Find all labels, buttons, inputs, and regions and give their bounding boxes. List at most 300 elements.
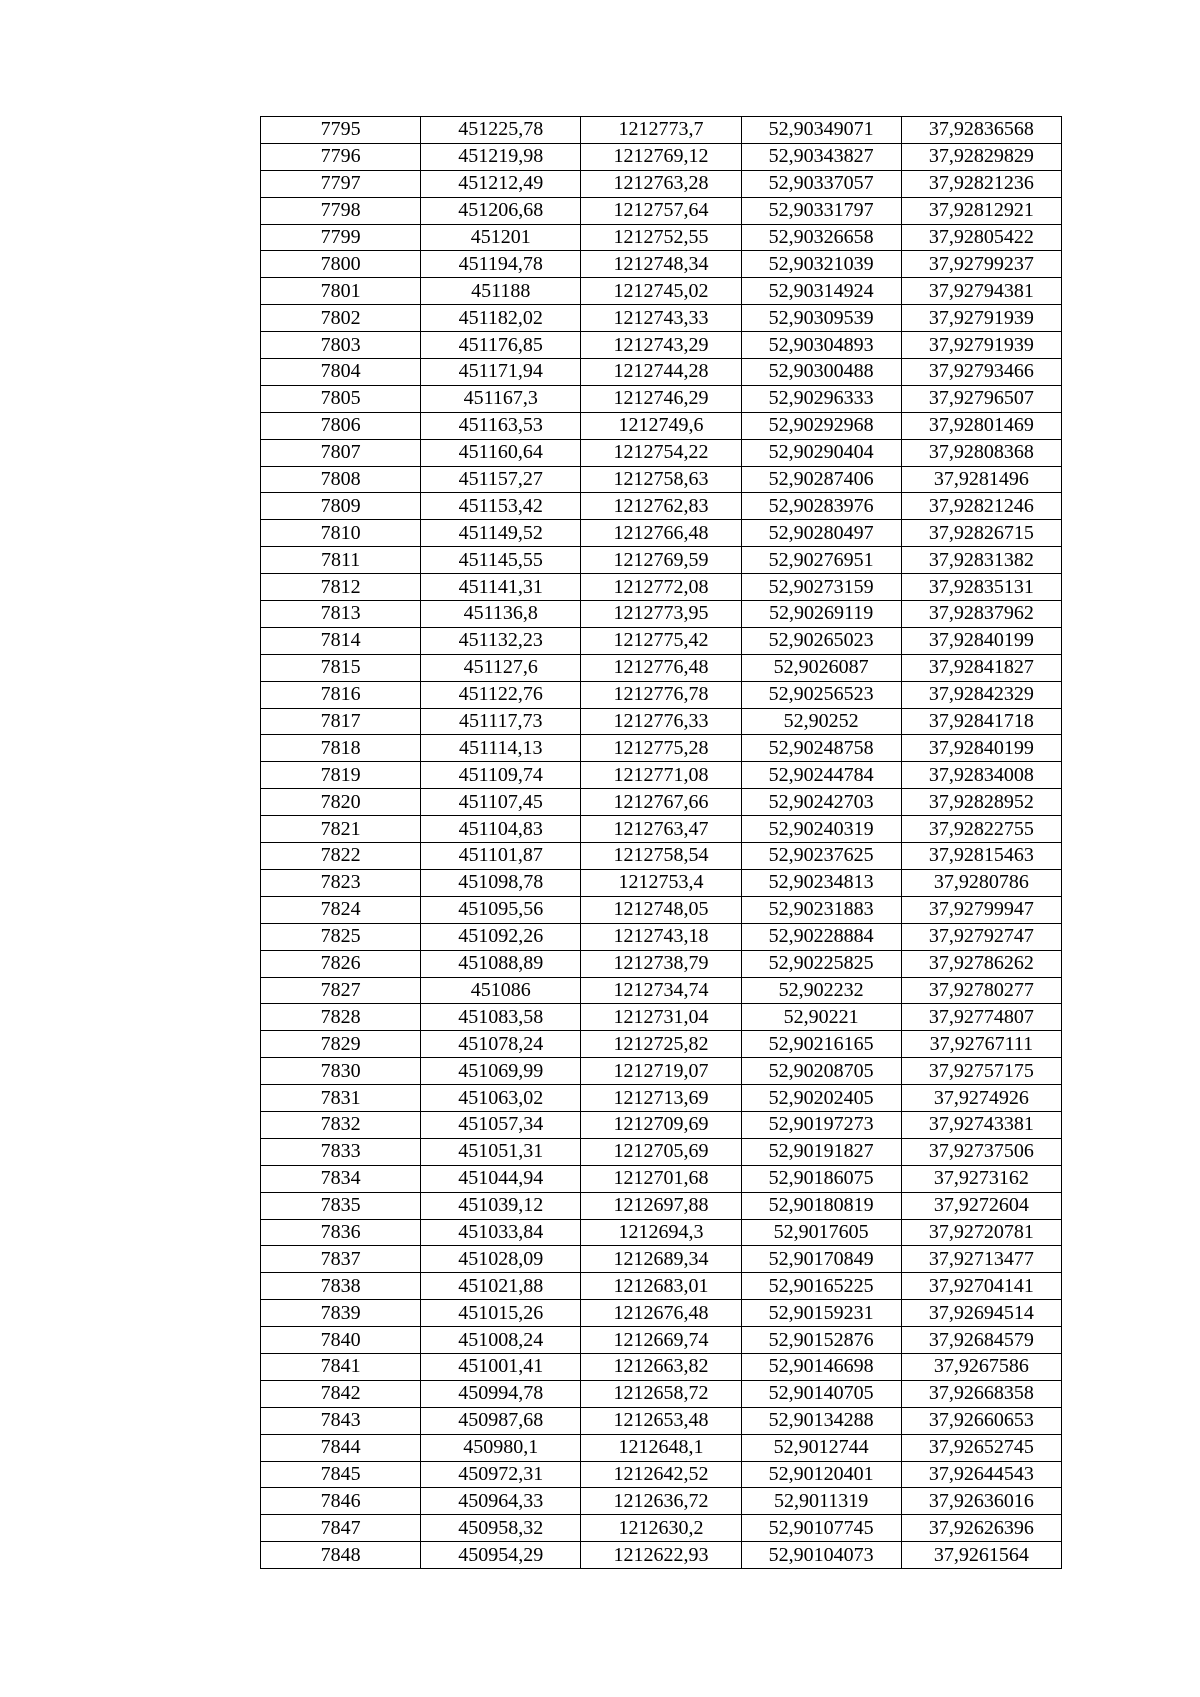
table-row [261, 869, 1062, 896]
latitude-cell: 52,90283976 [741, 493, 901, 520]
latitude-cell: 52,90237625 [741, 843, 901, 870]
point-number-cell: 7807 [261, 439, 421, 466]
x-coordinate-cell: 451153,42 [421, 493, 581, 520]
y-coordinate-cell: 1212748,34 [581, 251, 741, 278]
y-coordinate-cell: 1212776,78 [581, 681, 741, 708]
table-row [261, 1138, 1062, 1165]
point-number-cell: 7812 [261, 574, 421, 601]
point-number-cell: 7829 [261, 1031, 421, 1058]
y-coordinate-cell: 1212663,82 [581, 1353, 741, 1380]
x-coordinate-cell: 450964,33 [421, 1488, 581, 1515]
y-coordinate-cell: 1212694,3 [581, 1219, 741, 1246]
x-coordinate-cell: 451182,02 [421, 305, 581, 332]
table-row [261, 601, 1062, 628]
latitude-cell: 52,90134288 [741, 1407, 901, 1434]
x-coordinate-cell: 450994,78 [421, 1380, 581, 1407]
latitude-cell: 52,90197273 [741, 1111, 901, 1138]
longitude-cell: 37,92842329 [901, 681, 1061, 708]
y-coordinate-cell: 1212743,29 [581, 332, 741, 359]
y-coordinate-cell: 1212767,66 [581, 789, 741, 816]
longitude-cell: 37,9272604 [901, 1192, 1061, 1219]
point-number-cell: 7835 [261, 1192, 421, 1219]
table-row [261, 843, 1062, 870]
x-coordinate-cell: 451160,64 [421, 439, 581, 466]
point-number-cell: 7800 [261, 251, 421, 278]
longitude-cell: 37,92791939 [901, 332, 1061, 359]
latitude-cell: 52,9026087 [741, 654, 901, 681]
point-number-cell: 7836 [261, 1219, 421, 1246]
y-coordinate-cell: 1212743,18 [581, 923, 741, 950]
table-row [261, 547, 1062, 574]
point-number-cell: 7824 [261, 896, 421, 923]
longitude-cell: 37,92704141 [901, 1273, 1061, 1300]
table-row [261, 708, 1062, 735]
y-coordinate-cell: 1212758,63 [581, 466, 741, 493]
x-coordinate-cell: 451176,85 [421, 332, 581, 359]
point-number-cell: 7822 [261, 843, 421, 870]
table-row [261, 1058, 1062, 1085]
longitude-cell: 37,92636016 [901, 1488, 1061, 1515]
table-row [261, 1542, 1062, 1569]
table-row [261, 1031, 1062, 1058]
longitude-cell: 37,92801469 [901, 412, 1061, 439]
latitude-cell: 52,90265023 [741, 627, 901, 654]
longitude-cell: 37,92841827 [901, 654, 1061, 681]
longitude-cell: 37,92799947 [901, 896, 1061, 923]
latitude-cell: 52,902232 [741, 977, 901, 1004]
table-row [261, 1219, 1062, 1246]
table-row [261, 1273, 1062, 1300]
point-number-cell: 7818 [261, 735, 421, 762]
latitude-cell: 52,90309539 [741, 305, 901, 332]
x-coordinate-cell: 451132,23 [421, 627, 581, 654]
x-coordinate-cell: 450980,1 [421, 1434, 581, 1461]
y-coordinate-cell: 1212653,48 [581, 1407, 741, 1434]
table-row [261, 170, 1062, 197]
table-row [261, 385, 1062, 412]
x-coordinate-cell: 451051,31 [421, 1138, 581, 1165]
table-row [261, 466, 1062, 493]
table-row [261, 493, 1062, 520]
table-row [261, 1380, 1062, 1407]
longitude-cell: 37,92822755 [901, 816, 1061, 843]
y-coordinate-cell: 1212753,4 [581, 869, 741, 896]
latitude-cell: 52,90337057 [741, 170, 901, 197]
x-coordinate-cell: 451136,8 [421, 601, 581, 628]
table-row [261, 735, 1062, 762]
x-coordinate-cell: 451044,94 [421, 1165, 581, 1192]
latitude-cell: 52,90152876 [741, 1327, 901, 1354]
x-coordinate-cell: 451104,83 [421, 816, 581, 843]
table-row [261, 816, 1062, 843]
point-number-cell: 7796 [261, 143, 421, 170]
point-number-cell: 7826 [261, 950, 421, 977]
y-coordinate-cell: 1212776,48 [581, 654, 741, 681]
y-coordinate-cell: 1212743,33 [581, 305, 741, 332]
longitude-cell: 37,92720781 [901, 1219, 1061, 1246]
table-row [261, 1461, 1062, 1488]
table-row [261, 1353, 1062, 1380]
table-row [261, 681, 1062, 708]
y-coordinate-cell: 1212713,69 [581, 1085, 741, 1112]
x-coordinate-cell: 450987,68 [421, 1407, 581, 1434]
x-coordinate-cell: 451157,27 [421, 466, 581, 493]
latitude-cell: 52,90244784 [741, 762, 901, 789]
point-number-cell: 7819 [261, 762, 421, 789]
latitude-cell: 52,90120401 [741, 1461, 901, 1488]
x-coordinate-cell: 451063,02 [421, 1085, 581, 1112]
point-number-cell: 7830 [261, 1058, 421, 1085]
table-row [261, 197, 1062, 224]
longitude-cell: 37,92826715 [901, 520, 1061, 547]
point-number-cell: 7801 [261, 278, 421, 305]
x-coordinate-cell: 451083,58 [421, 1004, 581, 1031]
y-coordinate-cell: 1212749,6 [581, 412, 741, 439]
latitude-cell: 52,90269119 [741, 601, 901, 628]
longitude-cell: 37,92626396 [901, 1515, 1061, 1542]
point-number-cell: 7805 [261, 385, 421, 412]
y-coordinate-cell: 1212754,22 [581, 439, 741, 466]
longitude-cell: 37,92780277 [901, 977, 1061, 1004]
latitude-cell: 52,90231883 [741, 896, 901, 923]
table-row [261, 439, 1062, 466]
table-row [261, 977, 1062, 1004]
longitude-cell: 37,92713477 [901, 1246, 1061, 1273]
latitude-cell: 52,90343827 [741, 143, 901, 170]
latitude-cell: 52,90140705 [741, 1380, 901, 1407]
latitude-cell: 52,90170849 [741, 1246, 901, 1273]
longitude-cell: 37,9261564 [901, 1542, 1061, 1569]
latitude-cell: 52,90349071 [741, 117, 901, 144]
table-row [261, 1515, 1062, 1542]
latitude-cell: 52,90273159 [741, 574, 901, 601]
longitude-cell: 37,92786262 [901, 950, 1061, 977]
x-coordinate-cell: 451015,26 [421, 1300, 581, 1327]
longitude-cell: 37,92791939 [901, 305, 1061, 332]
y-coordinate-cell: 1212725,82 [581, 1031, 741, 1058]
point-number-cell: 7845 [261, 1461, 421, 1488]
x-coordinate-cell: 451206,68 [421, 197, 581, 224]
longitude-cell: 37,92652745 [901, 1434, 1061, 1461]
y-coordinate-cell: 1212642,52 [581, 1461, 741, 1488]
latitude-cell: 52,90240319 [741, 816, 901, 843]
latitude-cell: 52,90287406 [741, 466, 901, 493]
point-number-cell: 7810 [261, 520, 421, 547]
y-coordinate-cell: 1212731,04 [581, 1004, 741, 1031]
y-coordinate-cell: 1212762,83 [581, 493, 741, 520]
longitude-cell: 37,92840199 [901, 627, 1061, 654]
y-coordinate-cell: 1212719,07 [581, 1058, 741, 1085]
x-coordinate-cell: 451028,09 [421, 1246, 581, 1273]
point-number-cell: 7795 [261, 117, 421, 144]
x-coordinate-cell: 451057,34 [421, 1111, 581, 1138]
y-coordinate-cell: 1212769,59 [581, 547, 741, 574]
latitude-cell: 52,90242703 [741, 789, 901, 816]
longitude-cell: 37,92815463 [901, 843, 1061, 870]
latitude-cell: 52,9011319 [741, 1488, 901, 1515]
y-coordinate-cell: 1212658,72 [581, 1380, 741, 1407]
table-row [261, 1192, 1062, 1219]
table-row [261, 1407, 1062, 1434]
x-coordinate-cell: 451117,73 [421, 708, 581, 735]
y-coordinate-cell: 1212683,01 [581, 1273, 741, 1300]
y-coordinate-cell: 1212744,28 [581, 359, 741, 386]
longitude-cell: 37,9267586 [901, 1353, 1061, 1380]
x-coordinate-cell: 451127,6 [421, 654, 581, 681]
y-coordinate-cell: 1212757,64 [581, 197, 741, 224]
latitude-cell: 52,90326658 [741, 224, 901, 251]
longitude-cell: 37,92767111 [901, 1031, 1061, 1058]
longitude-cell: 37,92821246 [901, 493, 1061, 520]
x-coordinate-cell: 450954,29 [421, 1542, 581, 1569]
latitude-cell: 52,90159231 [741, 1300, 901, 1327]
y-coordinate-cell: 1212775,28 [581, 735, 741, 762]
latitude-cell: 52,90228884 [741, 923, 901, 950]
point-number-cell: 7814 [261, 627, 421, 654]
coordinates-table [260, 116, 1062, 1569]
y-coordinate-cell: 1212738,79 [581, 950, 741, 977]
point-number-cell: 7797 [261, 170, 421, 197]
longitude-cell: 37,92660653 [901, 1407, 1061, 1434]
point-number-cell: 7808 [261, 466, 421, 493]
longitude-cell: 37,92668358 [901, 1380, 1061, 1407]
table-row [261, 332, 1062, 359]
longitude-cell: 37,92808368 [901, 439, 1061, 466]
x-coordinate-cell: 451008,24 [421, 1327, 581, 1354]
point-number-cell: 7804 [261, 359, 421, 386]
point-number-cell: 7844 [261, 1434, 421, 1461]
table-row [261, 1488, 1062, 1515]
x-coordinate-cell: 451033,84 [421, 1219, 581, 1246]
x-coordinate-cell: 451122,76 [421, 681, 581, 708]
latitude-cell: 52,90300488 [741, 359, 901, 386]
longitude-cell: 37,92828952 [901, 789, 1061, 816]
table-row [261, 923, 1062, 950]
table-row [261, 117, 1062, 144]
latitude-cell: 52,90234813 [741, 869, 901, 896]
x-coordinate-cell: 451114,13 [421, 735, 581, 762]
x-coordinate-cell: 451095,56 [421, 896, 581, 923]
table-row [261, 1327, 1062, 1354]
longitude-cell: 37,92737506 [901, 1138, 1061, 1165]
longitude-cell: 37,92831382 [901, 547, 1061, 574]
longitude-cell: 37,92805422 [901, 224, 1061, 251]
longitude-cell: 37,92812921 [901, 197, 1061, 224]
longitude-cell: 37,92799237 [901, 251, 1061, 278]
y-coordinate-cell: 1212701,68 [581, 1165, 741, 1192]
y-coordinate-cell: 1212758,54 [581, 843, 741, 870]
y-coordinate-cell: 1212669,74 [581, 1327, 741, 1354]
latitude-cell: 52,90314924 [741, 278, 901, 305]
x-coordinate-cell: 451101,87 [421, 843, 581, 870]
latitude-cell: 52,90296333 [741, 385, 901, 412]
x-coordinate-cell: 451088,89 [421, 950, 581, 977]
y-coordinate-cell: 1212752,55 [581, 224, 741, 251]
table-row [261, 1085, 1062, 1112]
x-coordinate-cell: 451149,52 [421, 520, 581, 547]
y-coordinate-cell: 1212622,93 [581, 1542, 741, 1569]
y-coordinate-cell: 1212745,02 [581, 278, 741, 305]
latitude-cell: 52,90186075 [741, 1165, 901, 1192]
latitude-cell: 52,90221 [741, 1004, 901, 1031]
table-row [261, 359, 1062, 386]
table-row [261, 1111, 1062, 1138]
latitude-cell: 52,90216165 [741, 1031, 901, 1058]
longitude-cell: 37,92841718 [901, 708, 1061, 735]
point-number-cell: 7815 [261, 654, 421, 681]
point-number-cell: 7837 [261, 1246, 421, 1273]
longitude-cell: 37,92684579 [901, 1327, 1061, 1354]
y-coordinate-cell: 1212773,95 [581, 601, 741, 628]
table-row [261, 574, 1062, 601]
point-number-cell: 7847 [261, 1515, 421, 1542]
x-coordinate-cell: 450958,32 [421, 1515, 581, 1542]
y-coordinate-cell: 1212769,12 [581, 143, 741, 170]
x-coordinate-cell: 451107,45 [421, 789, 581, 816]
latitude-cell: 52,90165225 [741, 1273, 901, 1300]
y-coordinate-cell: 1212763,47 [581, 816, 741, 843]
y-coordinate-cell: 1212773,7 [581, 117, 741, 144]
y-coordinate-cell: 1212648,1 [581, 1434, 741, 1461]
point-number-cell: 7842 [261, 1380, 421, 1407]
x-coordinate-cell: 451194,78 [421, 251, 581, 278]
point-number-cell: 7820 [261, 789, 421, 816]
latitude-cell: 52,90107745 [741, 1515, 901, 1542]
y-coordinate-cell: 1212676,48 [581, 1300, 741, 1327]
point-number-cell: 7827 [261, 977, 421, 1004]
point-number-cell: 7833 [261, 1138, 421, 1165]
point-number-cell: 7839 [261, 1300, 421, 1327]
x-coordinate-cell: 451163,53 [421, 412, 581, 439]
latitude-cell: 52,90290404 [741, 439, 901, 466]
longitude-cell: 37,92840199 [901, 735, 1061, 762]
y-coordinate-cell: 1212709,69 [581, 1111, 741, 1138]
x-coordinate-cell: 451086 [421, 977, 581, 1004]
table-row [261, 251, 1062, 278]
latitude-cell: 52,90208705 [741, 1058, 901, 1085]
point-number-cell: 7816 [261, 681, 421, 708]
point-number-cell: 7811 [261, 547, 421, 574]
x-coordinate-cell: 451001,41 [421, 1353, 581, 1380]
table-row [261, 224, 1062, 251]
x-coordinate-cell: 451021,88 [421, 1273, 581, 1300]
longitude-cell: 37,92774807 [901, 1004, 1061, 1031]
latitude-cell: 52,9012744 [741, 1434, 901, 1461]
x-coordinate-cell: 451141,31 [421, 574, 581, 601]
point-number-cell: 7809 [261, 493, 421, 520]
longitude-cell: 37,92794381 [901, 278, 1061, 305]
longitude-cell: 37,92796507 [901, 385, 1061, 412]
point-number-cell: 7821 [261, 816, 421, 843]
point-number-cell: 7803 [261, 332, 421, 359]
y-coordinate-cell: 1212689,34 [581, 1246, 741, 1273]
table-row [261, 1300, 1062, 1327]
point-number-cell: 7832 [261, 1111, 421, 1138]
point-number-cell: 7848 [261, 1542, 421, 1569]
longitude-cell: 37,9281496 [901, 466, 1061, 493]
longitude-cell: 37,92793466 [901, 359, 1061, 386]
x-coordinate-cell: 451188 [421, 278, 581, 305]
point-number-cell: 7828 [261, 1004, 421, 1031]
y-coordinate-cell: 1212772,08 [581, 574, 741, 601]
y-coordinate-cell: 1212705,69 [581, 1138, 741, 1165]
table-row [261, 1165, 1062, 1192]
latitude-cell: 52,90292968 [741, 412, 901, 439]
longitude-cell: 37,92743381 [901, 1111, 1061, 1138]
point-number-cell: 7806 [261, 412, 421, 439]
latitude-cell: 52,90252 [741, 708, 901, 735]
longitude-cell: 37,92792747 [901, 923, 1061, 950]
longitude-cell: 37,9280786 [901, 869, 1061, 896]
table-row [261, 654, 1062, 681]
table-row [261, 1004, 1062, 1031]
point-number-cell: 7838 [261, 1273, 421, 1300]
x-coordinate-cell: 451167,3 [421, 385, 581, 412]
table-row [261, 896, 1062, 923]
longitude-cell: 37,9274926 [901, 1085, 1061, 1112]
x-coordinate-cell: 451039,12 [421, 1192, 581, 1219]
longitude-cell: 37,92694514 [901, 1300, 1061, 1327]
point-number-cell: 7831 [261, 1085, 421, 1112]
x-coordinate-cell: 451092,26 [421, 923, 581, 950]
longitude-cell: 37,9273162 [901, 1165, 1061, 1192]
y-coordinate-cell: 1212697,88 [581, 1192, 741, 1219]
table-row [261, 278, 1062, 305]
point-number-cell: 7825 [261, 923, 421, 950]
y-coordinate-cell: 1212636,72 [581, 1488, 741, 1515]
y-coordinate-cell: 1212766,48 [581, 520, 741, 547]
x-coordinate-cell: 450972,31 [421, 1461, 581, 1488]
y-coordinate-cell: 1212630,2 [581, 1515, 741, 1542]
table-row [261, 520, 1062, 547]
x-coordinate-cell: 451098,78 [421, 869, 581, 896]
latitude-cell: 52,90331797 [741, 197, 901, 224]
point-number-cell: 7817 [261, 708, 421, 735]
latitude-cell: 52,90104073 [741, 1542, 901, 1569]
latitude-cell: 52,90256523 [741, 681, 901, 708]
point-number-cell: 7802 [261, 305, 421, 332]
y-coordinate-cell: 1212775,42 [581, 627, 741, 654]
longitude-cell: 37,92835131 [901, 574, 1061, 601]
y-coordinate-cell: 1212748,05 [581, 896, 741, 923]
coordinates-table-body [261, 117, 1062, 1569]
table-row [261, 627, 1062, 654]
point-number-cell: 7799 [261, 224, 421, 251]
latitude-cell: 52,90202405 [741, 1085, 901, 1112]
longitude-cell: 37,92821236 [901, 170, 1061, 197]
latitude-cell: 52,90225825 [741, 950, 901, 977]
y-coordinate-cell: 1212776,33 [581, 708, 741, 735]
x-coordinate-cell: 451201 [421, 224, 581, 251]
x-coordinate-cell: 451171,94 [421, 359, 581, 386]
point-number-cell: 7846 [261, 1488, 421, 1515]
latitude-cell: 52,90191827 [741, 1138, 901, 1165]
table-row [261, 950, 1062, 977]
latitude-cell: 52,90304893 [741, 332, 901, 359]
latitude-cell: 52,90280497 [741, 520, 901, 547]
x-coordinate-cell: 451219,98 [421, 143, 581, 170]
longitude-cell: 37,92837962 [901, 601, 1061, 628]
x-coordinate-cell: 451145,55 [421, 547, 581, 574]
point-number-cell: 7843 [261, 1407, 421, 1434]
point-number-cell: 7813 [261, 601, 421, 628]
point-number-cell: 7841 [261, 1353, 421, 1380]
point-number-cell: 7834 [261, 1165, 421, 1192]
y-coordinate-cell: 1212763,28 [581, 170, 741, 197]
longitude-cell: 37,92644543 [901, 1461, 1061, 1488]
table-row [261, 412, 1062, 439]
latitude-cell: 52,90321039 [741, 251, 901, 278]
